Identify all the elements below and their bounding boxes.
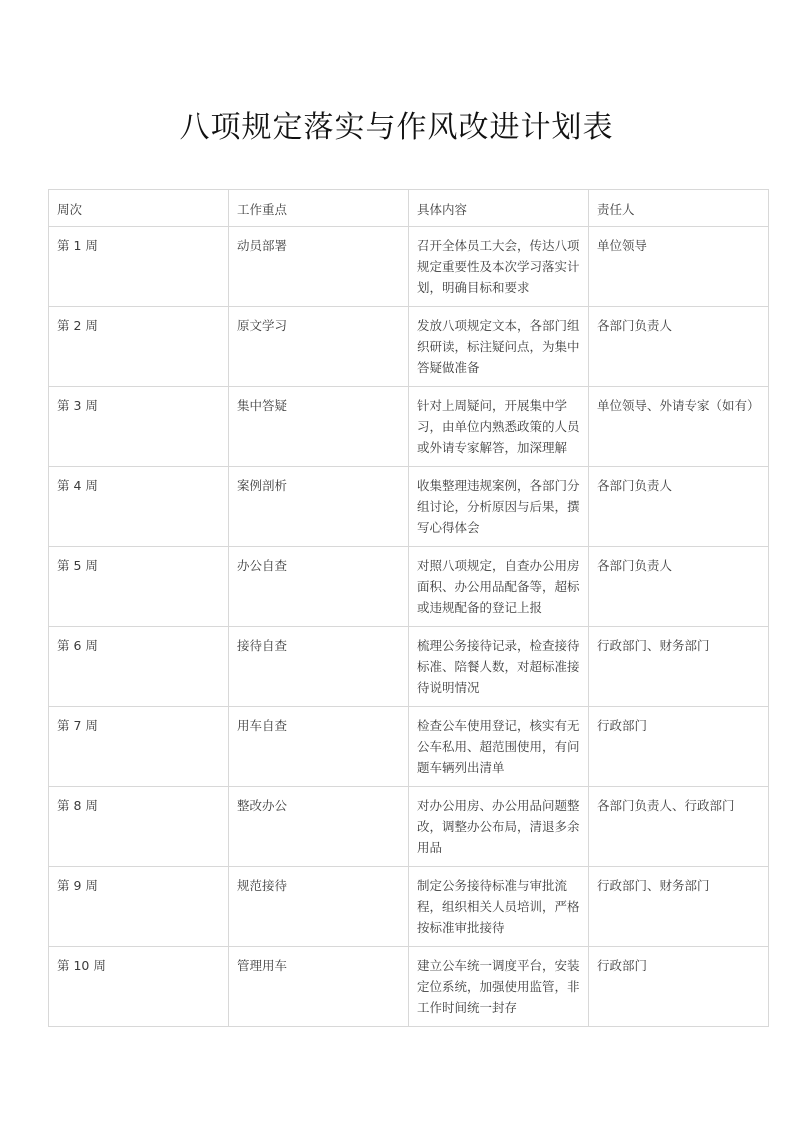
header-focus: 工作重点 xyxy=(229,190,409,227)
owner-cell: 行政部门 xyxy=(589,707,769,787)
table-row xyxy=(49,307,769,387)
table-header-row xyxy=(49,190,769,227)
owner-cell: 行政部门、财务部门 xyxy=(589,627,769,707)
focus-cell: 用车自查 xyxy=(229,707,409,787)
content-cell: 建立公车统一调度平台，安装定位系统，加强使用监管，非工作时间统一封存 xyxy=(409,947,589,1027)
focus-cell: 接待自查 xyxy=(229,627,409,707)
week-cell: 第 6 周 xyxy=(49,627,229,707)
owner-cell: 单位领导、外请专家（如有） xyxy=(589,387,769,467)
week-cell: 第 5 周 xyxy=(49,547,229,627)
focus-cell: 案例剖析 xyxy=(229,467,409,547)
week-cell: 第 4 周 xyxy=(49,467,229,547)
owner-cell: 各部门负责人 xyxy=(589,547,769,627)
focus-cell: 管理用车 xyxy=(229,947,409,1027)
focus-cell: 原文学习 xyxy=(229,307,409,387)
table-row xyxy=(49,867,769,947)
week-cell: 第 10 周 xyxy=(49,947,229,1027)
content-cell: 对办公用房、办公用品问题整改，调整办公布局，清退多余用品 xyxy=(409,787,589,867)
table-row xyxy=(49,547,769,627)
owner-cell: 各部门负责人 xyxy=(589,467,769,547)
content-cell: 收集整理违规案例，各部门分组讨论，分析原因与后果，撰写心得体会 xyxy=(409,467,589,547)
focus-cell: 规范接待 xyxy=(229,867,409,947)
content-cell: 召开全体员工大会，传达八项规定重要性及本次学习落实计划，明确目标和要求 xyxy=(409,227,589,307)
content-cell: 制定公务接待标准与审批流程，组织相关人员培训，严格按标准审批接待 xyxy=(409,867,589,947)
table-row xyxy=(49,227,769,307)
owner-cell: 各部门负责人 xyxy=(589,307,769,387)
week-cell: 第 7 周 xyxy=(49,707,229,787)
owner-cell: 行政部门、财务部门 xyxy=(589,867,769,947)
focus-cell: 办公自查 xyxy=(229,547,409,627)
table-row xyxy=(49,467,769,547)
week-cell: 第 3 周 xyxy=(49,387,229,467)
week-cell: 第 1 周 xyxy=(49,227,229,307)
owner-cell: 行政部门 xyxy=(589,947,769,1027)
focus-cell: 集中答疑 xyxy=(229,387,409,467)
table-row xyxy=(49,707,769,787)
table-row xyxy=(49,627,769,707)
content-cell: 对照八项规定，自查办公用房面积、办公用品配备等，超标或违规配备的登记上报 xyxy=(409,547,589,627)
table-row xyxy=(49,787,769,867)
content-cell: 针对上周疑问，开展集中学习，由单位内熟悉政策的人员或外请专家解答，加深理解 xyxy=(409,387,589,467)
content-cell: 检查公车使用登记，核实有无公车私用、超范围使用，有问题车辆列出清单 xyxy=(409,707,589,787)
focus-cell: 整改办公 xyxy=(229,787,409,867)
week-cell: 第 8 周 xyxy=(49,787,229,867)
focus-cell: 动员部署 xyxy=(229,227,409,307)
week-cell: 第 2 周 xyxy=(49,307,229,387)
header-content: 具体内容 xyxy=(409,190,589,227)
table-row xyxy=(49,387,769,467)
page-title: 八项规定落实与作风改进计划表 xyxy=(179,110,614,145)
header-week: 周次 xyxy=(49,190,229,227)
week-cell: 第 9 周 xyxy=(49,867,229,947)
plan-table xyxy=(48,189,769,1027)
header-owner: 责任人 xyxy=(589,190,769,227)
table-row xyxy=(49,947,769,1027)
content-cell: 梳理公务接待记录，检查接待标准、陪餐人数，对超标准接待说明情况 xyxy=(409,627,589,707)
owner-cell: 各部门负责人、行政部门 xyxy=(589,787,769,867)
content-cell: 发放八项规定文本，各部门组织研读，标注疑问点，为集中答疑做准备 xyxy=(409,307,589,387)
owner-cell: 单位领导 xyxy=(589,227,769,307)
